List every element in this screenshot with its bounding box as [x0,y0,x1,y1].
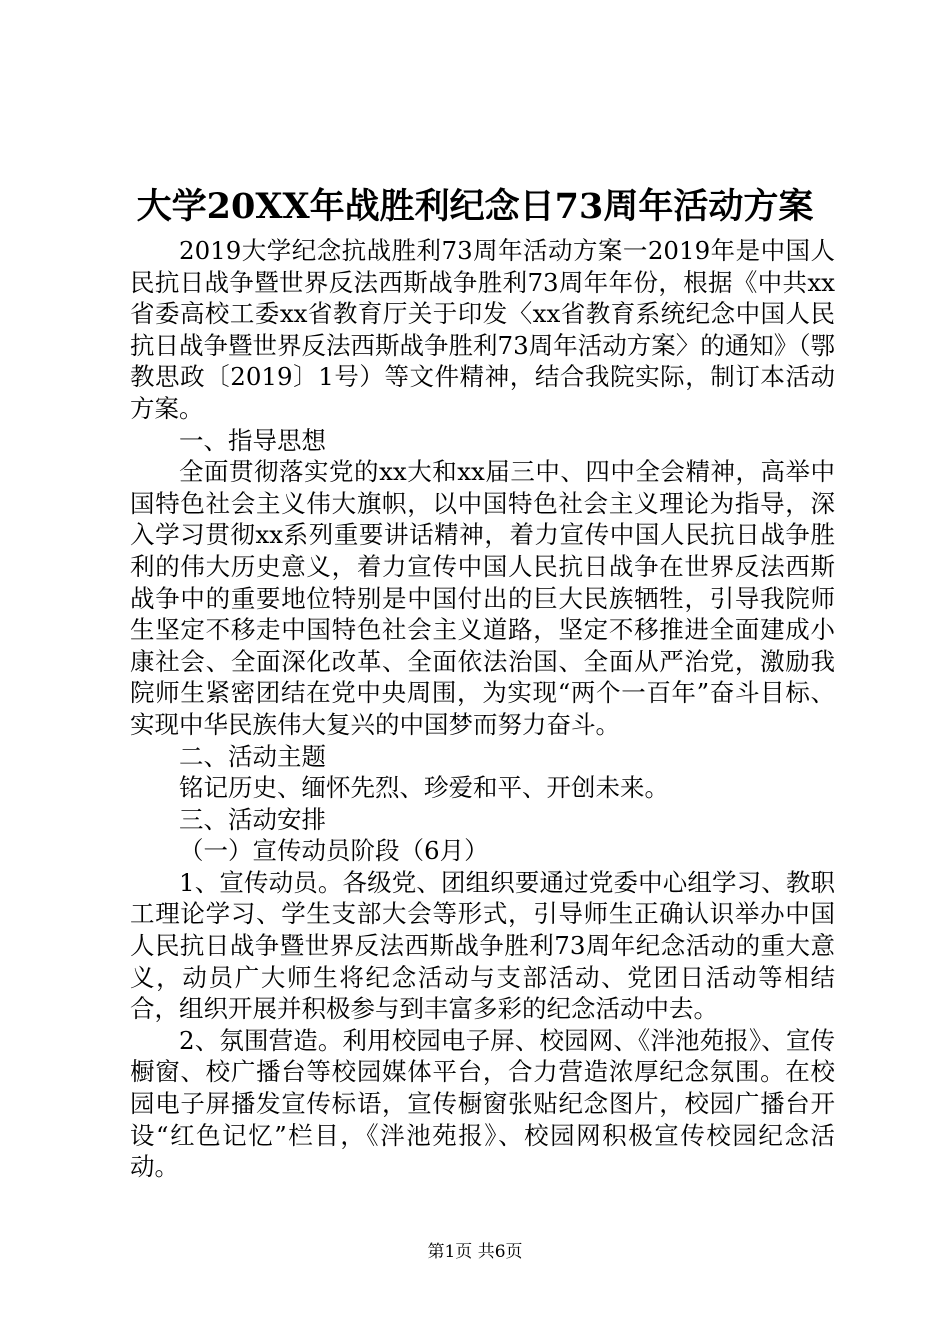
heading-activity-theme: 二、活动主题 [179,741,326,771]
paragraph-intro: 2019大学纪念抗战胜利73周年活动方案一2019年是中国人民抗日战争暨世界反法西斯战争胜利73周年年份，根据《中共xx省委高校工委xx省教育厅关于印发〈xx省教育系统纪念中国人民抗日战争暨世界反法西斯战争胜利73周年活动方案〉的通知》（鄂教思政〔2019〕1号）等文件精神，结合我院实际，制订本活动方案。 [130,236,835,423]
paragraph-activity-theme: 铭记历史、缅怀先烈、珍爱和平、开创未来。 [179,773,669,803]
document-body [130,235,835,1183]
page-footer: 第1页 共6页 [427,1242,523,1262]
paragraph-atmosphere-creation: 2、氛围营造。利用校园电子屏、校园网、《泮池苑报》、宣传橱窗、校广播台等校园媒体平台，合力营造浓厚纪念氛围。在校园电子屏播发宣传标语，宣传橱窗张贴纪念图片，校园广播台开设“红色记忆”栏目，《泮池苑报》、校园网积极宣传校园纪念活动。 [130,1025,835,1182]
document-title: 大学20XX年战胜利纪念日73周年活动方案 [136,186,814,227]
heading-activity-arrangement: 三、活动安排 [179,804,326,834]
paragraph-publicity-mobilization: 1、宣传动员。各级党、团组织要通过党委中心组学习、教职工理论学习、学生支部大会等形式，引导师生正确认识举办中国人民抗日战争暨世界反法西斯战争胜利73周年纪念活动的重大意义，动员广大师生将纪念活动与支部活动、党团日活动等相结合，组织开展并积极参与到丰富多彩的纪念活动中去。 [130,867,835,1024]
paragraph-guiding-ideology: 全面贯彻落实党的xx大和xx届三中、四中全会精神，高举中国特色社会主义伟大旗帜，以中国特色社会主义理论为指导，深入学习贯彻xx系列重要讲话精神，着力宣传中国人民抗日战争胜利的伟大历史意义，着力宣传中国人民抗日战争在世界反法西斯战争中的重要地位特别是中国付出的巨大民族牺牲，引导我院师生坚定不移走中国特色社会主义道路，坚定不移推进全面建成小康社会、全面深化改革、全面依法治国、全面从严治党，激励我院师生紧密团结在党中央周围，为实现“两个一百年”奋斗目标、实现中华民族伟大复兴的中国梦而努力奋斗。 [130,457,835,739]
subheading-publicity-stage: （一）宣传动员阶段（6月） [179,836,489,866]
heading-guiding-ideology: 一、指导思想 [179,425,326,455]
